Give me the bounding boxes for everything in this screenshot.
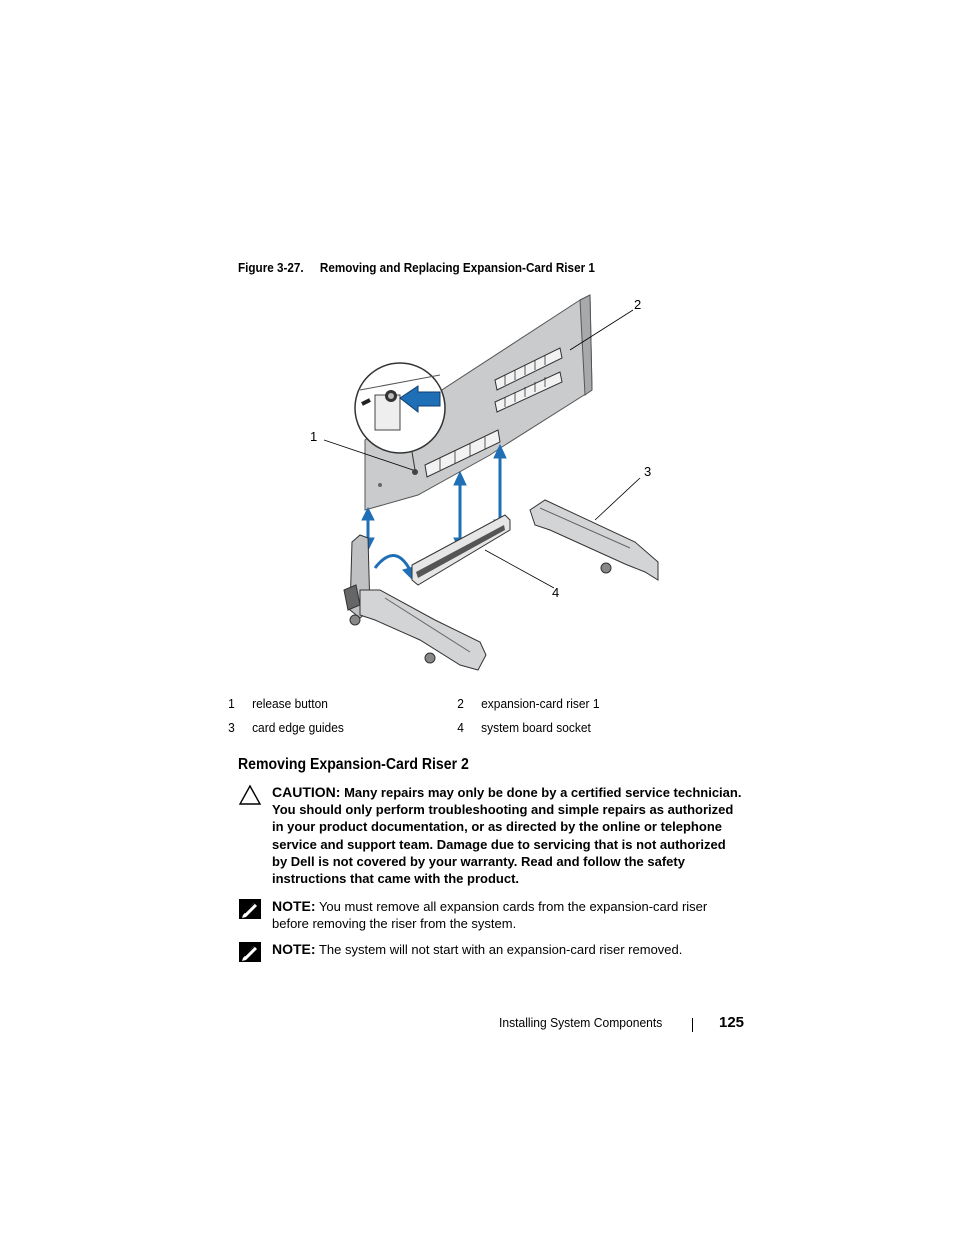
caution-notice	[238, 784, 743, 892]
footer-chapter: Installing System Components	[499, 1015, 663, 1030]
section-title: Removing Expansion-Card Riser 2	[238, 756, 469, 773]
callout-label: system board socket	[481, 720, 591, 735]
note-pencil-icon	[238, 941, 262, 963]
caution-text: Many repairs may only be done by a certified service technician. You should only perform troubleshooting and simple repairs as authorized in your product documentation, or as directed by the online or telephone service and support team. Damage due to servicing that is not authorized by Dell is not covered by your warranty. Read and follow the safety instructions that came with the product.	[272, 785, 742, 887]
marker-3: 3	[644, 464, 652, 479]
figure-title: Removing and Replacing Expansion-Card Riser 1	[319, 260, 595, 275]
callout-number: 4	[457, 720, 464, 735]
callout-label: card edge guides	[252, 720, 344, 735]
note-label: NOTE:	[272, 898, 316, 914]
callout-label: release button	[252, 696, 328, 711]
card-edge-guide-right	[530, 500, 658, 580]
callout-number: 2	[457, 696, 464, 711]
note-1	[238, 898, 743, 934]
figure-caption	[238, 260, 595, 275]
marker-4: 4	[552, 585, 560, 600]
note-label: NOTE:	[272, 941, 316, 957]
caution-triangle-icon	[238, 784, 262, 806]
note-text: You must remove all expansion cards from the expansion-card riser before removing the riser from the system.	[272, 899, 708, 932]
callout-label: expansion-card riser 1	[481, 696, 600, 711]
callout-number: 1	[228, 696, 235, 711]
page-number: 125	[719, 1014, 745, 1031]
note-pencil-icon	[238, 898, 262, 920]
footer-divider	[692, 1018, 693, 1032]
marker-2: 2	[634, 297, 642, 312]
riser-illustration	[300, 280, 680, 685]
marker-1: 1	[310, 429, 318, 444]
figure-number: Figure 3-27.	[238, 260, 304, 275]
callout-number: 3	[228, 720, 235, 735]
note-2	[238, 941, 743, 961]
caution-label: CAUTION:	[272, 784, 341, 800]
note-text: The system will not start with an expansion-card riser removed.	[318, 942, 683, 957]
